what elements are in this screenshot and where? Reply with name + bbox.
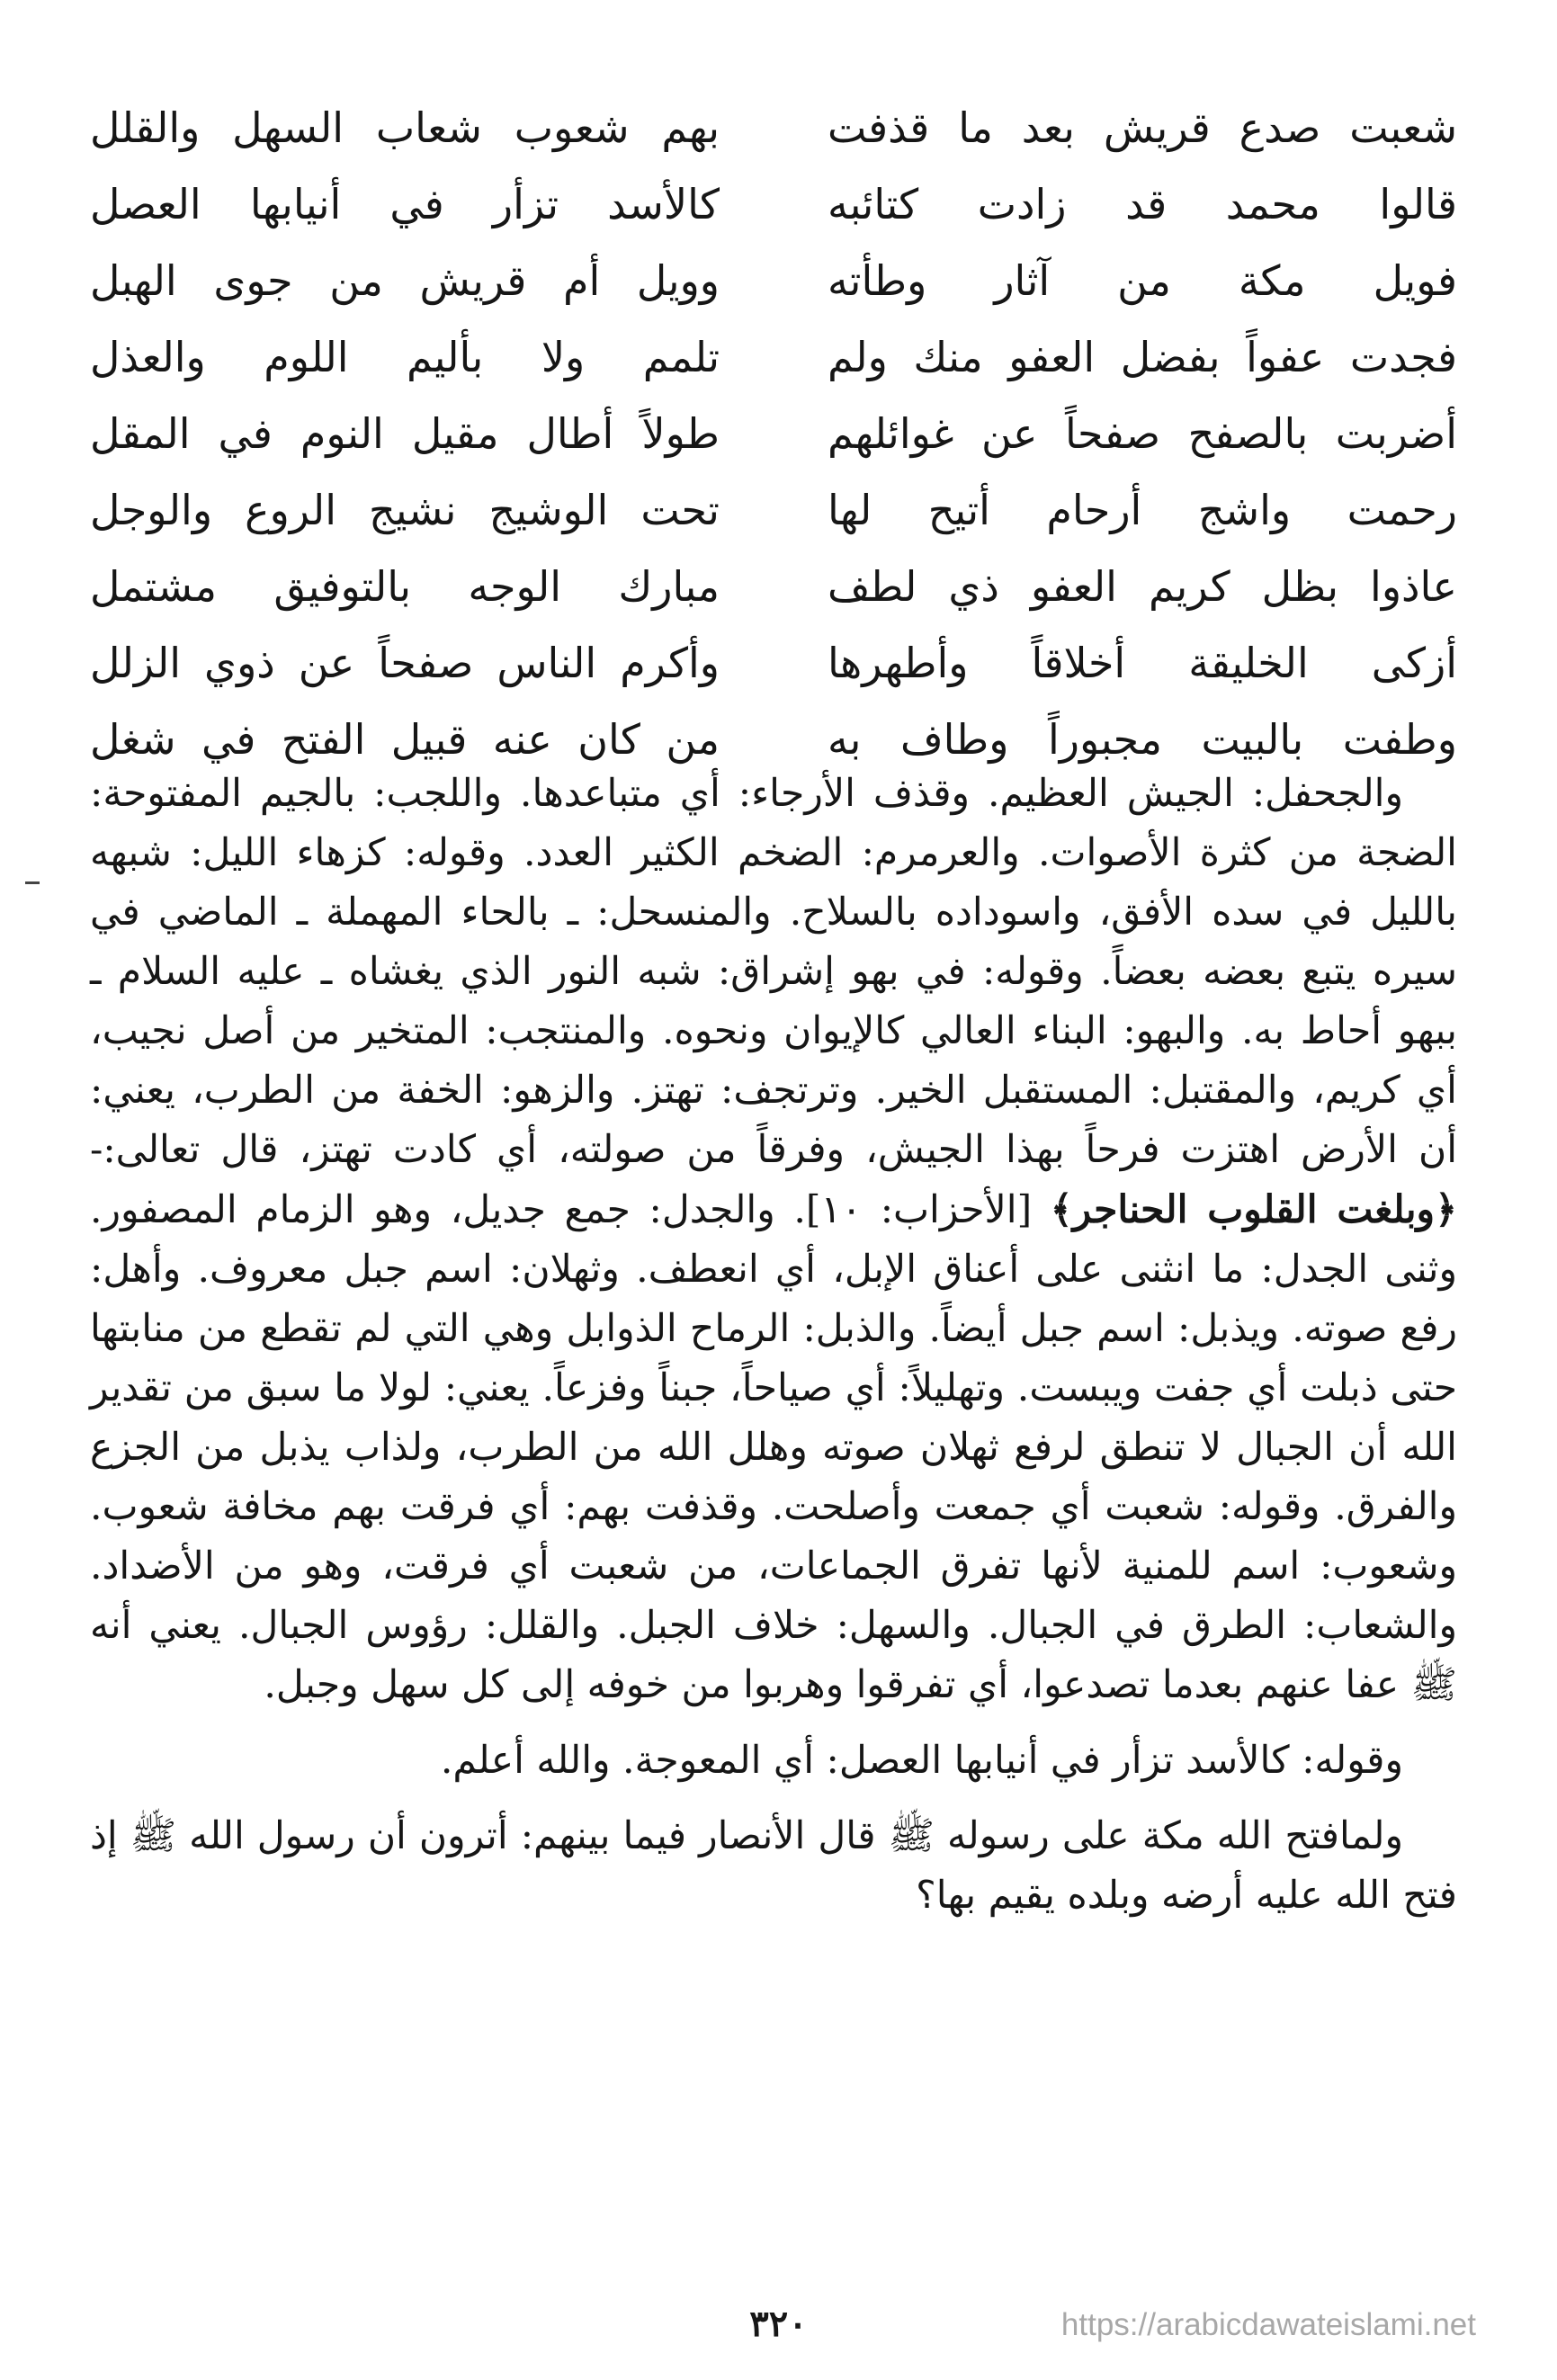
commentary-paragraph: ولمافتح الله مكة على رسوله ﷺ قال الأنصار فيما بينهم: أترون أن رسول الله ﷺ إذ فتح الله عليه أرضه وبلده يقيم بها؟ [90,1814,1457,1918]
poem-hemistich-right: عاذوا بظل كريم العفو ذي لطف [828,562,1457,611]
verse-reference: [الأحزاب: ١٠]. [793,1188,1033,1232]
commentary-text: والجدل: جمع جديل، وهو الزمام المصفور. وثنى الجدل: ما انثنى على أعناق الإبل، أي انعطف. وثهلان: اسم جبل معروف. وأهل: رفع صوته. ويذبل: اسم جبل أيضاً. والذبل: الرماح الذوابل وهي التي لم تقطع من منابتها حتى ذبلت أي جفت ويبست. وتهليلاً: أي صياحاً، جبناً وفزعاً. يعني: لولا ما سبق من تقدير الله أن الجبال لا تنطق لرفع ثهلان صوته وهلل الله من الطرب، ولذاب يذبل من الجزع والفرق. وقوله: شعبت أي جمعت وأصلحت. وقذفت بهم: أي فرقت بهم مخافة شعوب. وشعوب: اسم للمنية لأنها تفرق الجماعات، من شعبت أي فرقت، وهو من الأضداد. والشعاب: الطرق في الجبال. والسهل: خلاف الجبل. والقلل: رؤوس الجبال. يعني أنه ﷺ عفا عنهم بعدما تصدعوا، أي تفرقوا وهربوا من خوفه إلى كل سهل وجبل. [90,1188,1457,1707]
poem-hemistich-left: وأكرم الناس صفحاً عن ذوي الزلل [90,639,720,687]
poem-hemistich-right: رحمت واشج أرحام أتيح لها [828,486,1457,534]
poem-hemistich-right: قالوا محمد قد زادت كتائبه [828,180,1457,228]
poem-hemistich-right: شعبت صدع قريش بعد ما قذفت [828,103,1457,152]
poem-hemistich-left: من كان عنه قبيل الفتح في شغل [90,715,720,764]
poem-hemistich-left: طولاً أطال مقيل النوم في المقل [90,409,720,458]
poem-hemistich-right: وطفت بالبيت مجبوراً وطاف به [828,715,1457,764]
commentary-text: والجحفل: الجيش العظيم. وقذف الأرجاء: أي متباعدها. واللجب: بالجيم المفتوحة: الضجة من كثرة الأصوات. والعرمرم: الضخم الكثير العدد. وقوله: كزهاء الليل: شبهه بالليل في سده الأفق، واسوداده بالسلاح. والمنسحل: ـ بالحاء المهملة ـ الماضي في سيره يتبع بعضه بعضاً. وقوله: في بهو إشراق: شبه النور الذي يغشاه ـ عليه السلام ـ ببهو أحاط به. والبهو: البناء العالي كالإيوان ونحوه. والمنتجب: المتخير من أصل نجيب، أي كريم، والمقتبل: المستقبل الخير. وترتجف: تهتز. والزهو: الخفة من الطرب، يعني: أن الأرض اهتزت فرحاً بهذا الجيش، وفرقاً من صولته، أي كادت تهتز، قال تعالى:- [90,772,1457,1172]
poem-line [90,472,1457,549]
watermark-url: https://arabicdawateislami.net [1060,2307,1476,2342]
poem-line [90,319,1457,396]
poem-hemistich-left: بهم شعوب شعاب السهل والقلل [90,103,720,152]
commentary-paragraph [90,765,1457,1715]
poem-block [90,90,1457,778]
poem-hemistich-left: تحت الوشيج نشيج الروع والوجل [90,486,720,534]
commentary-block [90,765,1457,1926]
poem-hemistich-right: أضربت بالصفح صفحاً عن غوائلهم [828,409,1457,458]
poem-line [90,625,1457,702]
poem-hemistich-left: تلمم ولا بأليم اللوم والعذل [90,333,720,381]
poem-hemistich-left: وويل أم قريش من جوى الهبل [90,256,720,305]
quran-verse: ﴿وبلغت القلوب الحناجر﴾ [1050,1187,1457,1232]
commentary-paragraph: وقوله: كالأسد تزأر في أنيابها العصل: أي المعوجة. والله أعلم. [440,1739,1403,1783]
margin-mark [25,881,40,884]
poem-line [90,90,1457,166]
poem-line [90,243,1457,319]
poem-line [90,166,1457,243]
poem-hemistich-right: فجدت عفواً بفضل العفو منك ولم [828,333,1457,381]
poem-line [90,549,1457,625]
poem-hemistich-right: فويل مكة من آثار وطأته [828,256,1457,305]
page-number: ٣٢٠ [749,2303,808,2345]
poem-hemistich-right: أزكى الخليقة أخلاقاً وأطهرها [828,639,1457,687]
poem-line [90,396,1457,472]
poem-hemistich-left: مبارك الوجه بالتوفيق مشتمل [90,562,720,611]
poem-hemistich-left: كالأسد تزأر في أنيابها العصل [90,180,720,228]
